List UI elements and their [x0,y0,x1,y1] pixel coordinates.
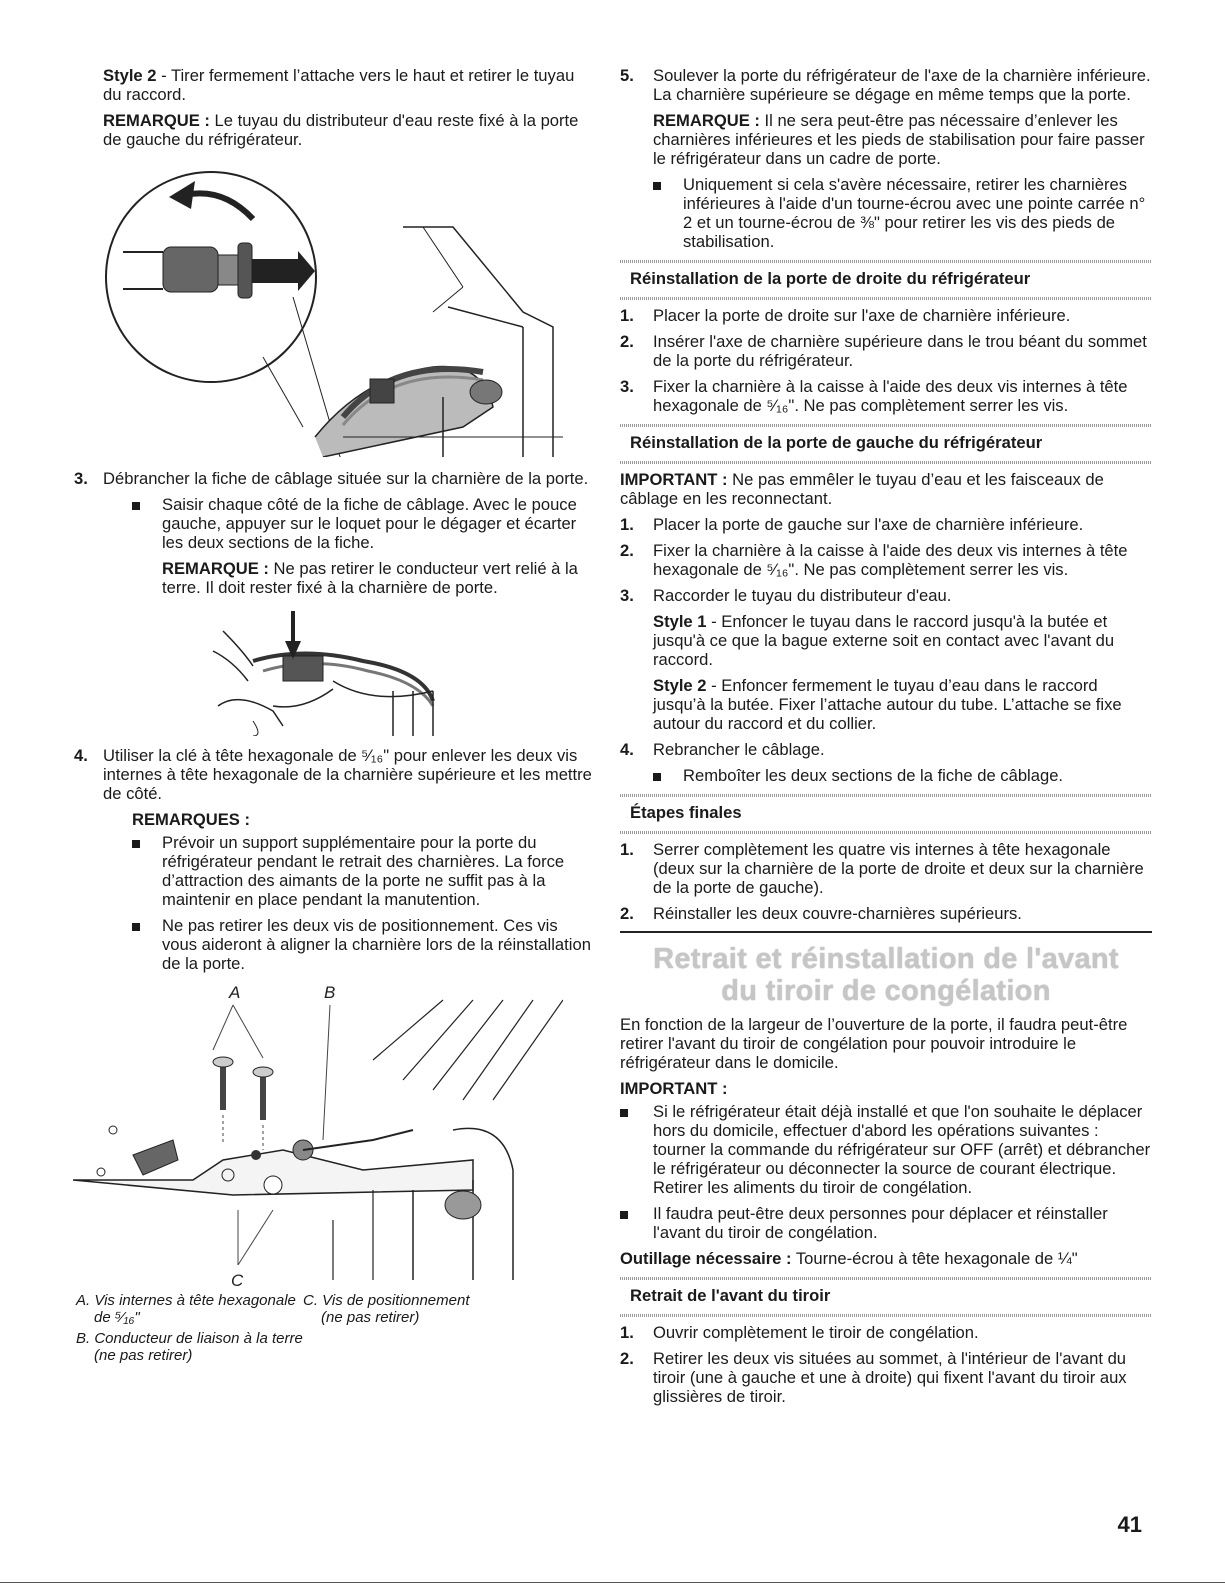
divider [620,794,1152,797]
tools-required: Outillage nécessaire : Tourne-écrou à tête hexagonale de ¼" [620,1249,1078,1268]
style2-intro: Style 2 - Tirer fermement l’attache vers le haut et retirer le tuyau du raccord. [103,66,575,104]
figure-captions: A. Vis internes à tête hexagonale de ⁵⁄₁₆" B. Conducteur de liaison à la terre (ne pas retirer) C. Vis de positionnement (ne pas retirer) [76,1292,470,1364]
remark-1: REMARQUE : Le tuyau du distributeur d'eau reste fixé à la porte de gauche du réfrigérateur. [103,111,579,149]
step-5: 5. Soulever la porte du réfrigérateur de l'axe de la charnière inférieure. La charnière supérieure se dégage en même temps que la porte. [620,66,1151,104]
caption-b: B. Conducteur de liaison à la terre [76,1330,303,1347]
remarks-heading: REMARQUES : [132,810,251,829]
figure-hinge-screws [73,980,563,1290]
style-1: Style 1 - Enfoncer le tuyau dans le raccord jusqu'à la butée et jusqu'à ce que la bague externe soit en contact avec l'avant du raccord. [653,612,1115,669]
divider [620,1277,1152,1280]
subheading-final-steps: Étapes finales [630,803,742,822]
important-2-bullet-1: Si le réfrigérateur était déjà installé et que l'on souhaite le déplacer hors du domicile, effectuer d'abord les opérations suivantes : tourner la commande du réfrigérateur sur OFF (arrêt) et débrancher le réfrigérateur ou déconnecter la source de courant électrique. Retirer les aliments du tiroir de congélation. [620,1102,1152,1197]
caption-a: A. Vis internes à tête hexagonale [76,1292,296,1309]
sub2-step-2: 2. Fixer la charnière à la caisse à l'aide des deux vis internes à tête hexagonale de ⁵⁄₁₆". Ne pas complètement serrer les vis. [620,541,1128,579]
divider [620,424,1152,427]
subheading-drawer-removal: Retrait de l'avant du tiroir [630,1286,831,1305]
remarks-bullet-2: Ne pas retirer les deux vis de positionnement. Ces vis vous aideront à aligner la charnière lors de la réinstallation de la porte. [132,916,593,973]
divider [620,260,1152,263]
sub3-step-2: 2. Réinstaller les deux couvre-charnières supérieurs. [620,904,1022,923]
bullet-square-icon [653,175,683,251]
step-4-bullet: Remboîter les deux sections de la fiche de câblage. [653,766,1152,785]
right-column [620,66,1152,1413]
figure-wiring-plug [103,611,573,736]
figure-label-b: B [324,983,336,1002]
bullet-square-icon [132,495,162,552]
step-5-bullet: Uniquement si cela s'avère nécessaire, retirer les charnières inférieures à l'aide d'un tourne-écrou avec une pointe carrée n° 2 et un tourne-écrou de ⅜" pour retirer les vis des pieds de stabilisation. [653,175,1152,251]
important-1: IMPORTANT : Ne pas emmêler le tuyau d’eau et les faisceaux de câblage en les reconnectant. [620,470,1104,508]
sub2-step-4: 4. Rebrancher le câblage. [620,740,825,759]
left-column [74,66,593,1364]
section-title: Retrait et réinstallation de l'avant du tiroir de congélation [653,943,1119,1007]
divider [620,1314,1152,1317]
remark-2: REMARQUE : Ne pas retirer le conducteur vert relié à la terre. Il doit rester fixé à la charnière de porte. [162,559,578,597]
figure-label-a: A [229,983,241,1002]
bullet-square-icon [653,766,683,785]
bullet-square-icon [620,1204,653,1242]
subheading-right-door: Réinstallation de la porte de droite du réfrigérateur [630,269,1031,288]
important-2-bullet-2: Il faudra peut-être deux personnes pour déplacer et réinstaller l'avant du tiroir de congélation. [620,1204,1152,1242]
step-3-bullet: Saisir chaque côté de la fiche de câblage. Avec le pouce gauche, appuyer sur le loquet pour le dégager et écarter les deux sections de la fiche. [132,495,593,552]
sub2-step-1: 1. Placer la porte de gauche sur l'axe de charnière inférieure. [620,515,1084,534]
style-2: Style 2 - Enfoncer fermement le tuyau d’eau dans le raccord jusqu’à la butée. Fixer l’attache autour du tube. L’attache se fixe autour du raccord et du collier. [653,676,1122,733]
page-number: 41 [1117,1512,1142,1537]
divider [620,297,1152,300]
sub3-step-1: 1. Serrer complètement les quatre vis internes à tête hexagonale (deux sur la charnière de la porte de droite et deux sur la charnière de la porte de gauche). [620,840,1144,897]
sub1-step-3: 3. Fixer la charnière à la caisse à l'aide des deux vis internes à tête hexagonale de ⁵⁄₁₆". Ne pas complètement serrer les vis. [620,377,1128,415]
section-rule [620,931,1152,933]
caption-c: C. Vis de positionnement [303,1292,470,1309]
bullet-square-icon [620,1102,653,1197]
sub2-step-3: 3. Raccorder le tuyau du distributeur d'eau. [620,586,952,605]
bullet-square-icon [132,833,162,909]
figure-water-line-clip [103,167,573,457]
divider [620,831,1152,834]
bullet-square-icon [132,916,162,973]
sub1-step-1: 1. Placer la porte de droite sur l'axe de charnière inférieure. [620,306,1071,325]
sub1-step-2: 2. Insérer l'axe de charnière supérieure dans le trou béant du sommet de la porte du réfrigérateur. [620,332,1147,370]
step-4: 4. Utiliser la clé à tête hexagonale de ⁵⁄₁₆" pour enlever les deux vis internes à tête hexagonale de la charnière supérieure et les mettre de côté. [74,746,592,803]
subheading-left-door: Réinstallation de la porte de gauche du réfrigérateur [630,433,1043,452]
page-bottom-edge [0,1582,1225,1583]
remark-5: REMARQUE : Il ne sera peut-être pas nécessaire d’enlever les charnières inférieures et les pieds de stabilisation pour faire passer le réfrigérateur dans un cadre de porte. [653,111,1145,168]
sub4-step-2: 2. Retirer les deux vis situées au sommet, à l'intérieur de l'avant du tiroir (une à gauche et une à droite) qui fixent l'avant du tiroir aux glissières de tiroir. [620,1349,1127,1406]
remarks-bullet-1: Prévoir un support supplémentaire pour la porte du réfrigérateur pendant le retrait des charnières. La force d’attraction des aimants de la porte ne suffit pas à la maintenir en place pendant la manutention. [132,833,593,909]
important-2-heading: IMPORTANT : [620,1079,728,1098]
figure-label-c: C [231,1271,244,1290]
step-3: 3. Débrancher la fiche de câblage située sur la charnière de la porte. [74,469,589,488]
divider [620,461,1152,464]
sub4-step-1: 1. Ouvrir complètement le tiroir de congélation. [620,1323,979,1342]
section-intro: En fonction de la largeur de l’ouverture de la porte, il faudra peut-être retirer l'avant du tiroir de congélation pour pouvoir introduire le réfrigérateur dans le domicile. [620,1015,1128,1072]
